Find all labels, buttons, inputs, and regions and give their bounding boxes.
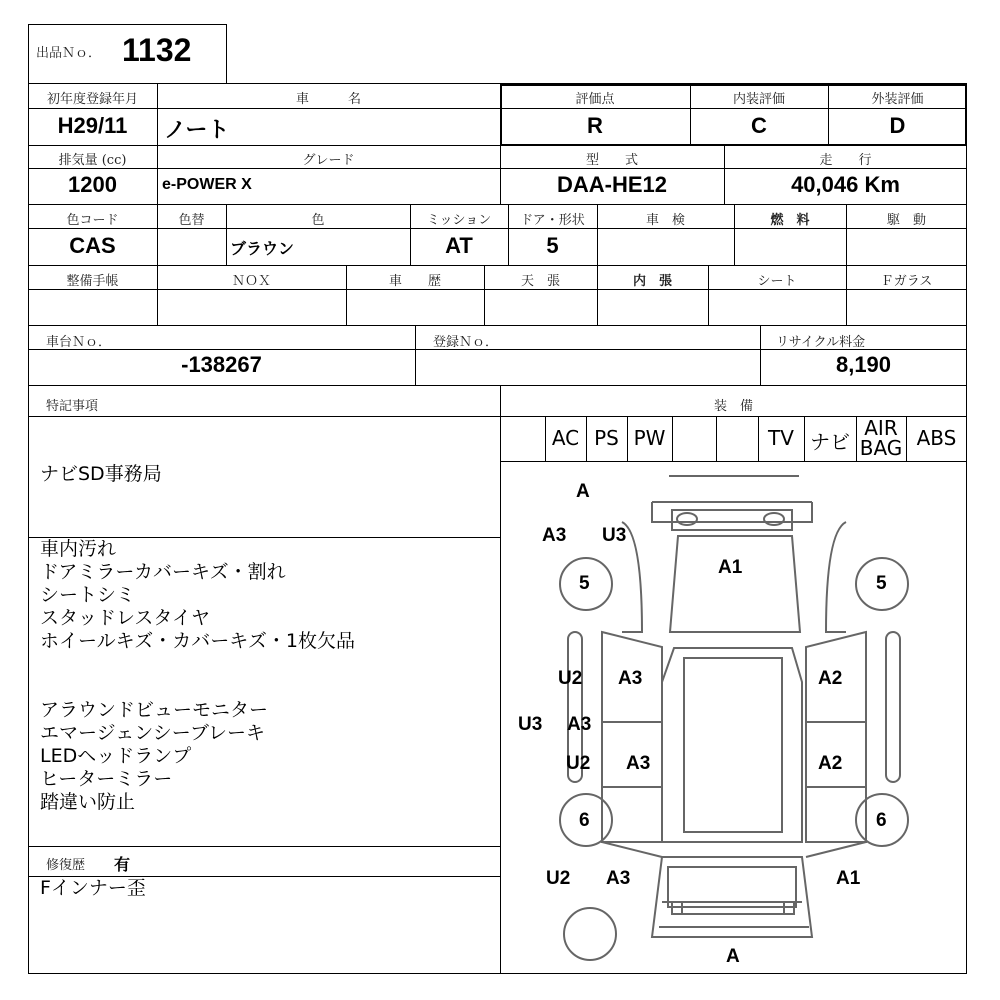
lot-label: 出品Ｎｏ．: [36, 46, 102, 61]
equipment-airbag: AIR BAG: [859, 416, 903, 460]
color-label: 色: [311, 213, 325, 228]
color-change-label: 色替: [178, 213, 205, 228]
seat-label: シート: [757, 274, 797, 289]
damage-mark: 6: [876, 810, 887, 831]
grade-label: グレード: [302, 153, 355, 168]
model-value: DAA-HE12: [556, 172, 668, 197]
damage-mark: A3: [606, 868, 631, 889]
transmission-label: ミッション: [426, 213, 492, 228]
interior-label: 内装評価: [732, 92, 785, 107]
damage-mark: 5: [579, 573, 590, 594]
equipment-abs: ABS: [916, 426, 957, 450]
damage-mark: U2: [546, 868, 571, 889]
damage-mark: 5: [876, 573, 887, 594]
lot-number: 1132: [122, 32, 192, 68]
color-code-value: CAS: [69, 233, 116, 258]
grade-value: e-POWER X: [162, 176, 252, 193]
chassis-value: -138267: [181, 352, 262, 377]
special-notes-label: 特記事項: [46, 399, 99, 414]
color-code-label: 色コード: [66, 213, 119, 228]
chassis-label: 車台Ｎｏ．: [46, 335, 112, 350]
displacement-label: 排気量 (cc): [58, 153, 127, 168]
equipment-navi: ナビ: [810, 430, 850, 454]
damage-mark: A3: [626, 753, 651, 774]
car-name-value: ノート: [164, 117, 230, 142]
mileage-label: 走 行: [819, 153, 872, 168]
repair-history-value: 有: [114, 857, 131, 874]
damage-mark: U2: [566, 753, 591, 774]
drive-label: 駆 動: [886, 213, 926, 228]
mileage-value: 40,046 Km: [791, 172, 900, 197]
repair-history-label: 修復歴: [46, 858, 86, 873]
repair-notes-text: Fインナー歪: [40, 877, 146, 899]
nox-label: ＮＯＸ: [231, 274, 271, 289]
first-reg-value: H29/11: [57, 113, 128, 138]
damage-mark: A: [576, 481, 590, 502]
condition-notes-text: 車内汚れ ドアミラーカバーキズ・割れ シートシミ スタッドレスタイヤ ホイールキズ・カバーキズ・1枚欠品 アラウンドビューモニター エマージェンシーブレーキ LEDヘッドランプ ヒーターミラー 踏違い防止: [40, 538, 355, 813]
maintenance-label: 整備手帳: [66, 274, 119, 289]
equipment-pw: PW: [633, 426, 666, 450]
special-notes-text: ナビSD事務局: [40, 463, 162, 485]
model-label: 型 式: [585, 153, 638, 168]
recycle-label: リサイクル料金: [776, 335, 866, 350]
fglass-label: Ｆガラス: [880, 274, 933, 289]
damage-mark: A3: [618, 668, 643, 689]
first-reg-label: 初年度登録年月: [46, 92, 138, 107]
door-value: 5: [546, 233, 559, 258]
door-label: ドア・形状: [520, 213, 585, 228]
damage-mark: A: [726, 946, 740, 967]
score-label: 評価点: [575, 92, 615, 107]
recycle-value: 8,190: [835, 352, 892, 377]
inspection-label: 車 検: [645, 213, 685, 228]
interior-trim-label: 内 張: [632, 274, 672, 289]
damage-mark: A3: [542, 525, 567, 546]
exterior-value: D: [889, 113, 906, 138]
damage-mark: A3: [567, 714, 592, 735]
fuel-label: 燃 料: [770, 213, 810, 228]
color-value: ブラウン: [230, 241, 295, 258]
score-value: R: [587, 113, 603, 138]
history-label: 車 歴: [388, 274, 441, 289]
interior-value: C: [751, 113, 767, 138]
equipment-ac: AC: [551, 426, 580, 450]
damage-mark: 6: [579, 810, 590, 831]
damage-mark: A1: [836, 868, 861, 889]
equipment-label: 装 備: [713, 399, 753, 414]
damage-mark: A2: [818, 668, 843, 689]
equipment-tv: TV: [768, 426, 794, 450]
exterior-label: 外装評価: [871, 92, 924, 107]
damage-mark: U3: [518, 714, 543, 735]
car-name-label: 車 名: [295, 92, 361, 107]
damage-mark: U2: [558, 668, 583, 689]
displacement-value: 1200: [68, 172, 117, 197]
damage-mark: A2: [818, 753, 843, 774]
damage-mark: A1: [718, 557, 743, 578]
transmission-value: AT: [445, 233, 473, 258]
damage-mark: U3: [602, 525, 627, 546]
equipment-ps: PS: [594, 426, 619, 450]
sunroof-label: 天 張: [520, 274, 560, 289]
reg-no-label: 登録Ｎｏ．: [433, 335, 499, 350]
